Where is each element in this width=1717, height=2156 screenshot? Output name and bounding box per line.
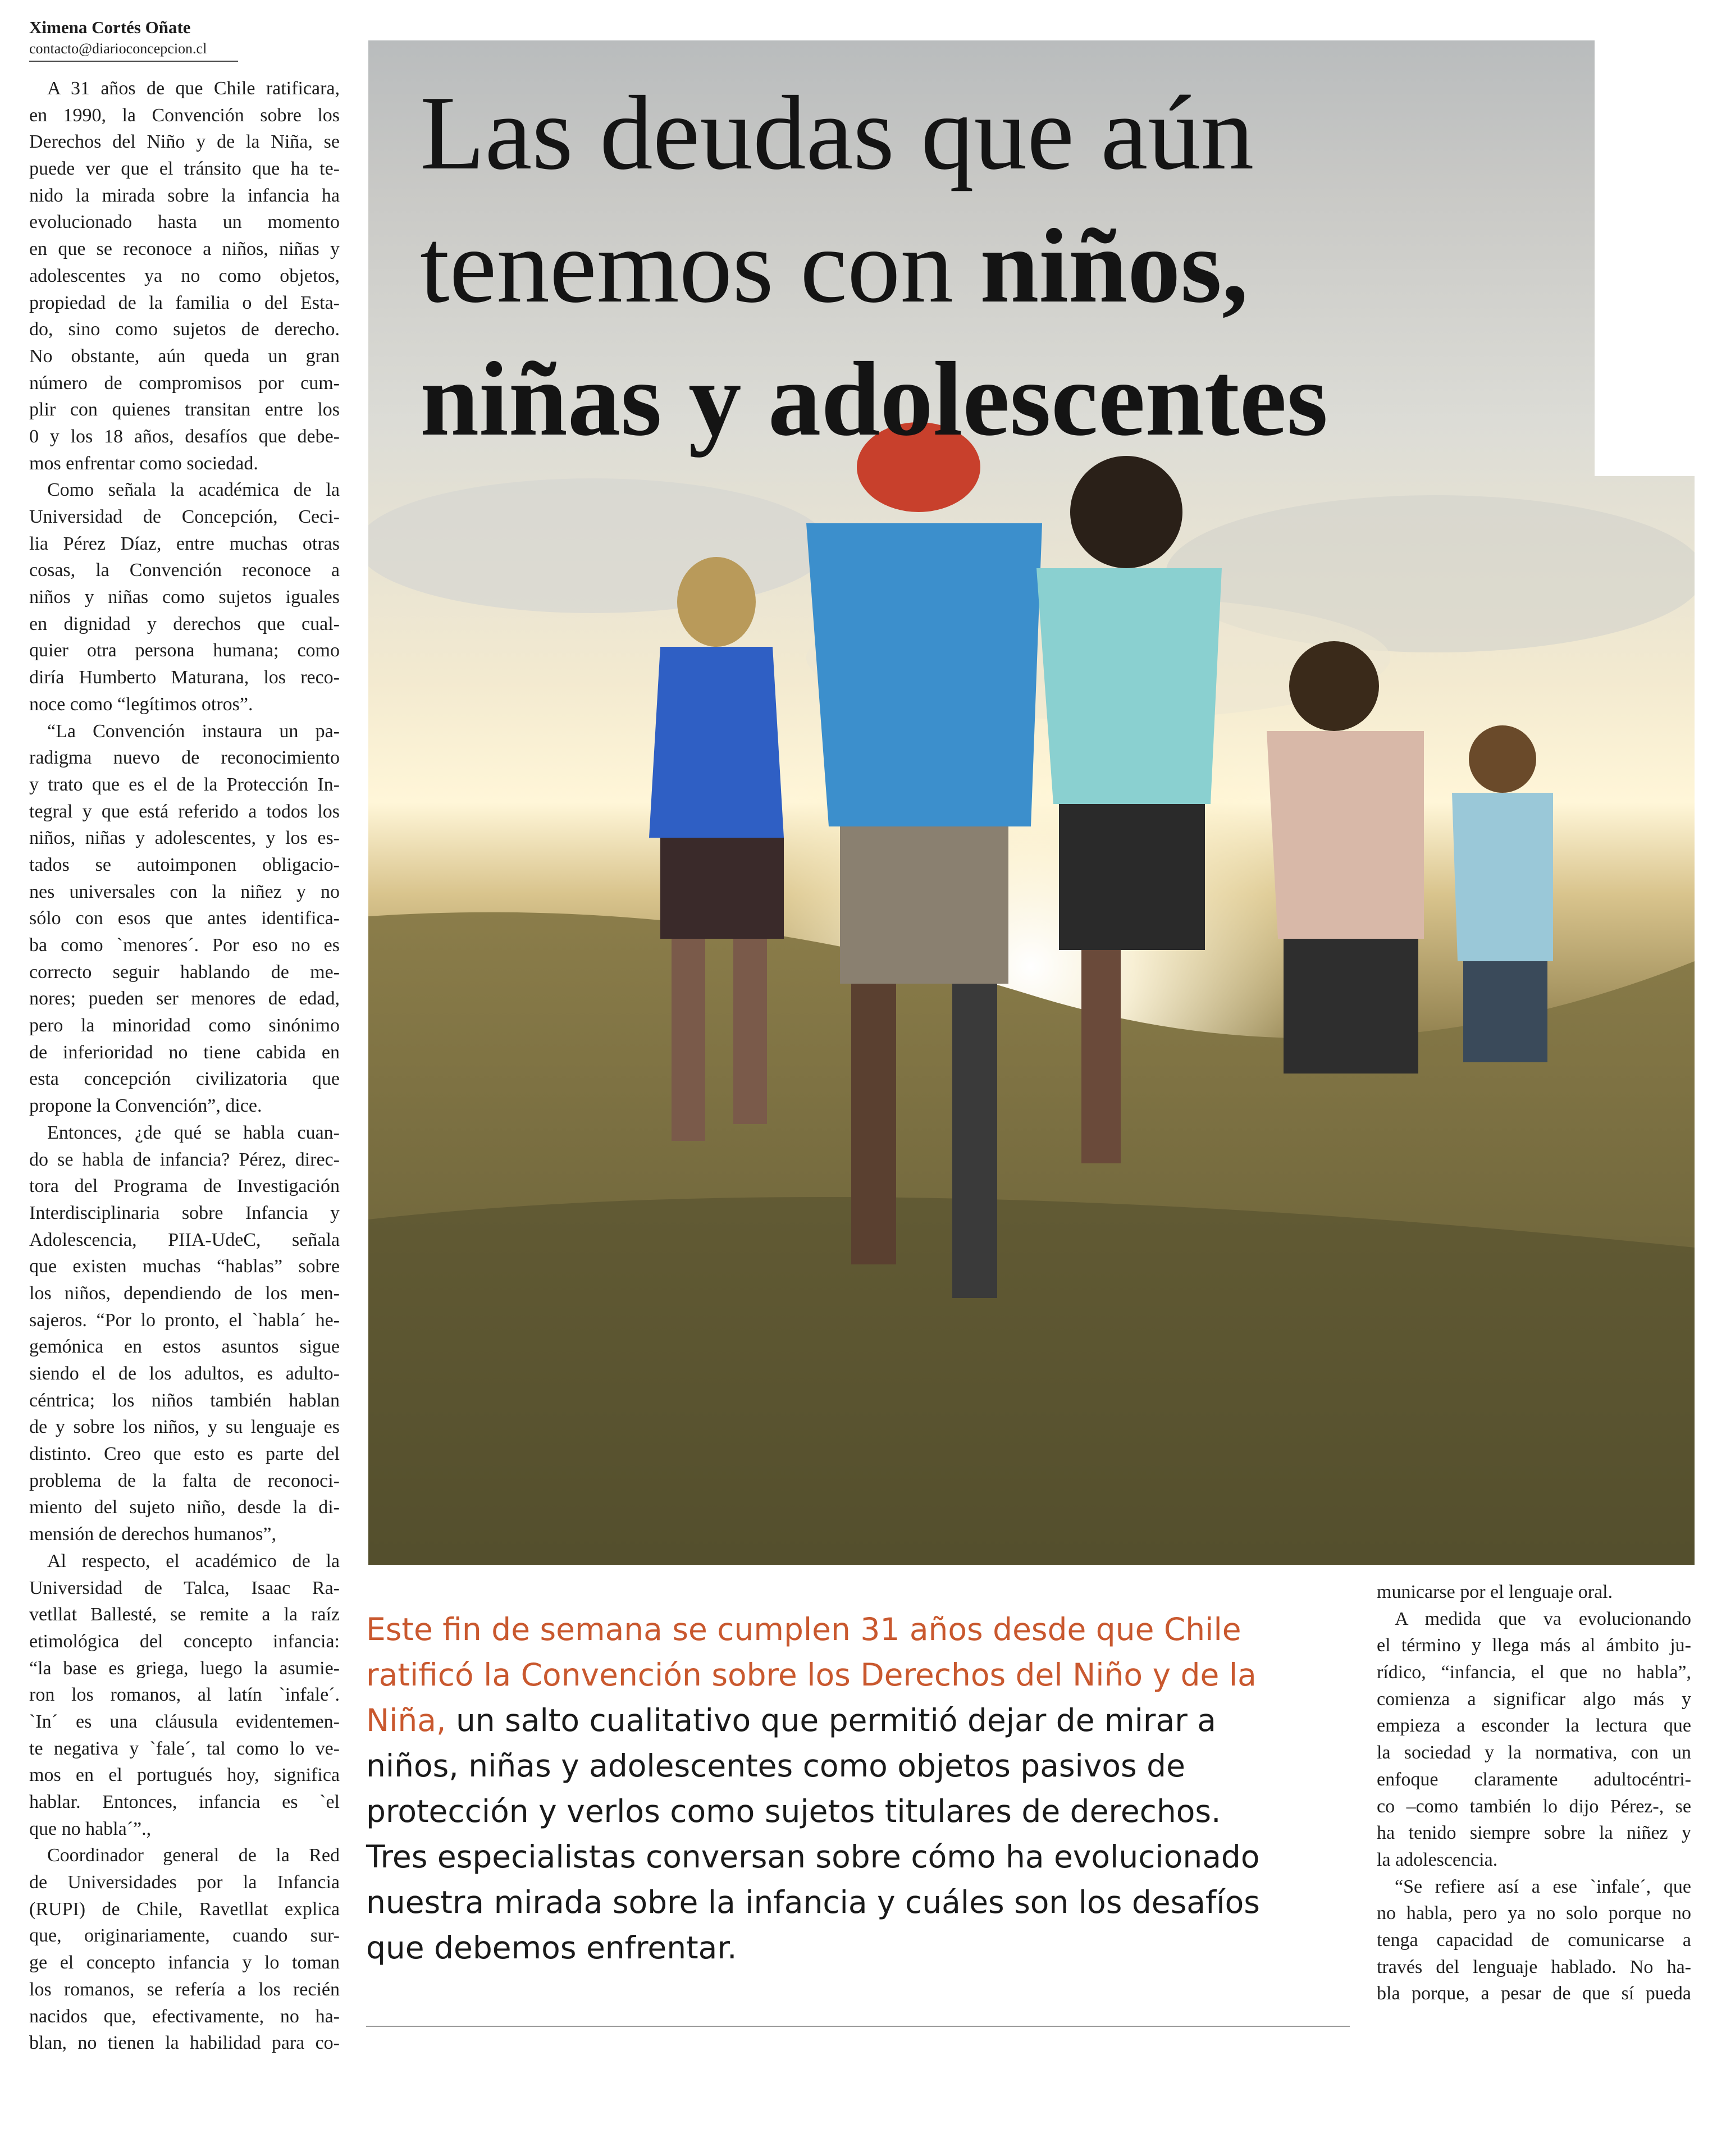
text-line: céntrica; los niños también hablan	[29, 1390, 340, 1411]
text-line: mos en el portugués hoy, significa	[29, 1765, 340, 1786]
headline-line-2-bold: niños,	[980, 207, 1249, 325]
text-line: bla porque, a pesar de que sí pueda	[1377, 1983, 1691, 2004]
text-line: tenga capacidad de comunicarse a	[1377, 1929, 1691, 1951]
text-line: Coordinador general de la Red	[47, 1845, 340, 1866]
text-line: 0 y los 18 años, desafíos que debe-	[29, 426, 340, 447]
lede-line-6: Tres especialistas conversan sobre cómo ha evolucionado	[366, 1839, 1260, 1875]
lede-line-1: Este fin de semana se cumplen 31 años desde que Chile	[366, 1611, 1241, 1647]
author-email[interactable]: contacto@diarioconcepcion.cl	[29, 40, 207, 57]
text-line: correcto seguir hablando de me-	[29, 961, 340, 983]
paragraph-8	[1377, 1874, 1691, 2007]
text-line: lia Pérez Díaz, entre muchas otras	[29, 533, 340, 554]
lede-line-4: niños, niñas y adolescentes como objetos pasivos de	[366, 1748, 1185, 1784]
paragraph-3	[29, 718, 340, 1120]
text-line: do se habla de infancia? Pérez, direc-	[29, 1149, 340, 1170]
text-line: Adolescencia, PIIA-UdeC, señala	[29, 1229, 340, 1250]
text-line: (RUPI) de Chile, Ravetllat explica	[29, 1898, 340, 1920]
text-line: esta concepción civilizatoria que	[29, 1068, 340, 1090]
paragraph-2	[29, 477, 340, 718]
text-line: distinto. Creo que esto es parte del	[29, 1444, 340, 1465]
text-line: de y sobre los niños, y su lenguaje es	[29, 1417, 340, 1438]
text-line: ha tenido siempre sobre la niñez y	[1377, 1822, 1691, 1844]
text-line: ba como `menores´. Por eso no es	[29, 935, 340, 956]
text-line: número de compromisos por cum-	[29, 372, 340, 394]
headline	[420, 66, 1610, 465]
text-line: de Universidades por la Infancia	[29, 1872, 340, 1893]
text-line: hablar. Entonces, infancia es `el	[29, 1792, 340, 1812]
text-line: Interdisciplinaria sobre Infancia y	[29, 1202, 340, 1223]
text-line: do, sino como sujetos de derecho.	[29, 319, 340, 340]
text-line: nido la mirada sobre la infancia ha	[29, 185, 340, 206]
paragraph-6	[29, 1842, 340, 2057]
text-line: mos enfrentar como sociedad.	[29, 453, 258, 474]
text-line: sólo con esos que antes identifica-	[29, 908, 340, 929]
text-line: siendo el de los adultos, es adulto-	[29, 1363, 340, 1384]
text-line: te negativa y `fale´, tal como lo ve-	[29, 1738, 340, 1759]
text-line: etimológica del concepto infancia:	[29, 1630, 340, 1652]
text-line: “Se refiere así a ese `infale´, que	[1395, 1876, 1691, 1897]
text-line: niños y niñas como sujetos iguales	[29, 587, 340, 608]
lede-line-5: protección y verlos como sujetos titulares de derechos.	[366, 1793, 1221, 1829]
text-line: plir con quienes transitan entre los	[29, 399, 340, 421]
text-line: puede ver que el tránsito que ha te-	[29, 158, 340, 180]
text-line: quier otra persona humana; como	[29, 640, 340, 661]
text-line: Entonces, ¿de qué se habla cuan-	[47, 1122, 340, 1143]
text-line: niños, niñas y adolescentes, y los es-	[29, 828, 340, 849]
text-line: en dignidad y derechos que cual-	[29, 613, 340, 634]
text-line: través del lenguaje hablado. No ha-	[1377, 1956, 1691, 1977]
text-line: co –como también lo dijo Pérez-, se	[1377, 1796, 1691, 1817]
text-line: que no habla´”.,	[29, 1818, 152, 1839]
byline-rule	[29, 61, 238, 62]
text-line: evolucionado hasta un momento	[29, 212, 340, 233]
text-line: y trato que es el de la Protección In-	[29, 774, 340, 795]
child-right	[1267, 641, 1553, 1074]
text-line: la adolescencia.	[1377, 1849, 1498, 1870]
paragraph-4	[29, 1120, 340, 1548]
text-line: “La Convención instaura un pa-	[47, 720, 340, 742]
left-column	[29, 75, 340, 2057]
text-line: `In´ es una cláusula evidentemen-	[29, 1711, 340, 1732]
text-line: diría Humberto Maturana, los reco-	[29, 667, 340, 688]
text-line: No obstante, aún queda un gran	[29, 345, 340, 367]
lede-line-3-accent: Niña,	[366, 1702, 446, 1738]
text-line: A medida que va evolucionando	[1395, 1608, 1691, 1629]
text-line: “la base es griega, luego la asumie-	[29, 1657, 340, 1679]
text-line: Como señala la académica de la	[47, 479, 340, 501]
lede-line-3-rest: un salto cualitativo que permitió dejar de mirar a	[446, 1702, 1217, 1738]
text-line: rídico, “infancia, el que no habla”,	[1377, 1662, 1691, 1683]
layout-gap-top-left	[368, 0, 1604, 40]
headline-line-2	[420, 199, 1610, 332]
byline	[29, 17, 237, 62]
text-line: propiedad de la familia o del Esta-	[29, 292, 340, 313]
text-line: nores; pueden ser menores de edad,	[29, 988, 340, 1010]
text-line: pero la minoridad como sinónimo	[29, 1015, 340, 1036]
text-line: propone la Convención”, dice.	[29, 1095, 262, 1117]
text-line: comienza a significar algo más y	[1377, 1688, 1691, 1710]
text-line: en 1990, la Convención sobre los	[29, 104, 340, 126]
text-line: miento del sujeto niño, desde la di-	[29, 1497, 340, 1518]
text-line: de inferioridad no tiene cabida en	[29, 1042, 340, 1063]
text-line: gemónica en estos asuntos sigue	[29, 1336, 340, 1358]
paragraph-7	[1377, 1606, 1691, 1874]
lede-divider	[366, 2026, 1350, 2027]
text-line: nes universales con la niñez y no	[29, 881, 340, 902]
text-line: tados se autoimponen obligacio-	[29, 854, 340, 875]
text-line: Al respecto, el académico de la	[47, 1550, 340, 1572]
text-line: noce como “legítimos otros”.	[29, 693, 253, 715]
text-line: vetllat Ballesté, se remite a la raíz	[29, 1604, 340, 1625]
headline-line-2-regular: tenemos con	[420, 207, 980, 325]
text-line: ron los romanos, al latín `infale´.	[29, 1684, 340, 1706]
text-line: tegral y que está referido a todos los	[29, 801, 340, 822]
paragraph-1	[29, 75, 340, 477]
lede-line-8: que debemos enfrentar.	[366, 1930, 737, 1966]
text-line: Universidad de Concepción, Ceci-	[29, 506, 340, 527]
text-line: los romanos, se refería a los recién	[29, 1979, 340, 2000]
text-line: radigma nuevo de reconocimiento	[29, 747, 340, 769]
text-line: blan, no tienen la habilidad para co-	[29, 2032, 340, 2054]
text-line: tora del Programa de Investigación	[29, 1176, 340, 1197]
right-column	[1377, 1579, 1691, 2007]
text-line: A 31 años de que Chile ratificara,	[47, 78, 340, 99]
lede-line-2: ratificó la Convención sobre los Derechos del Niño y de la	[366, 1657, 1257, 1693]
lede-line-3	[366, 1698, 1349, 1743]
text-line: adolescentes ya no como objetos,	[29, 265, 340, 286]
layout-gap-top-right	[1595, 0, 1717, 476]
text-line: los niños, dependiendo de los men-	[29, 1282, 340, 1304]
text-line: mensión de derechos humanos”,	[29, 1524, 276, 1545]
text-line: enfoque claramente adultocéntri-	[1377, 1769, 1691, 1790]
author-name: Ximena Cortés Oñate	[29, 17, 191, 37]
lede	[366, 1607, 1349, 1971]
text-line: el término y llega más al ámbito ju-	[1377, 1635, 1691, 1656]
text-line: Universidad de Talca, Isaac Ra-	[29, 1577, 340, 1598]
text-line: ge el concepto infancia y lo toman	[29, 1952, 340, 1974]
text-line: Derechos del Niño y de la Niña, se	[29, 131, 340, 153]
text-line: en que se reconoce a niños, niñas y	[29, 239, 340, 260]
paragraph-continued	[1377, 1579, 1691, 1606]
paragraph-5	[29, 1548, 340, 1843]
text-line: cosas, la Convención reconoce a	[29, 560, 340, 581]
text-line: empieza a esconder la lectura que	[1377, 1715, 1691, 1737]
text-line: no habla, pero ya no solo porque no	[1377, 1903, 1691, 1924]
headline-line-3: niñas y adolescentes	[420, 340, 1328, 458]
lede-line-7: nuestra mirada sobre la infancia y cuáles son los desafíos	[366, 1884, 1260, 1920]
text-line: que existen muchas “hablas” sobre	[29, 1256, 340, 1277]
text-line: la sociedad y la normativa, con un	[1377, 1742, 1691, 1764]
headline-line-1: Las deudas que aún	[420, 74, 1254, 191]
text-line: nacidos que, efectivamente, no ha-	[29, 2006, 340, 2027]
text-line: sajeros. “Por lo pronto, el `habla´ he-	[29, 1309, 340, 1331]
text-line: que, originariamente, cuando sur-	[29, 1925, 340, 1947]
text-line: municarse por el lenguaje oral.	[1377, 1582, 1613, 1602]
layout-gap-left-head	[340, 0, 368, 477]
text-line: problema de la falta de reconoci-	[29, 1470, 340, 1491]
